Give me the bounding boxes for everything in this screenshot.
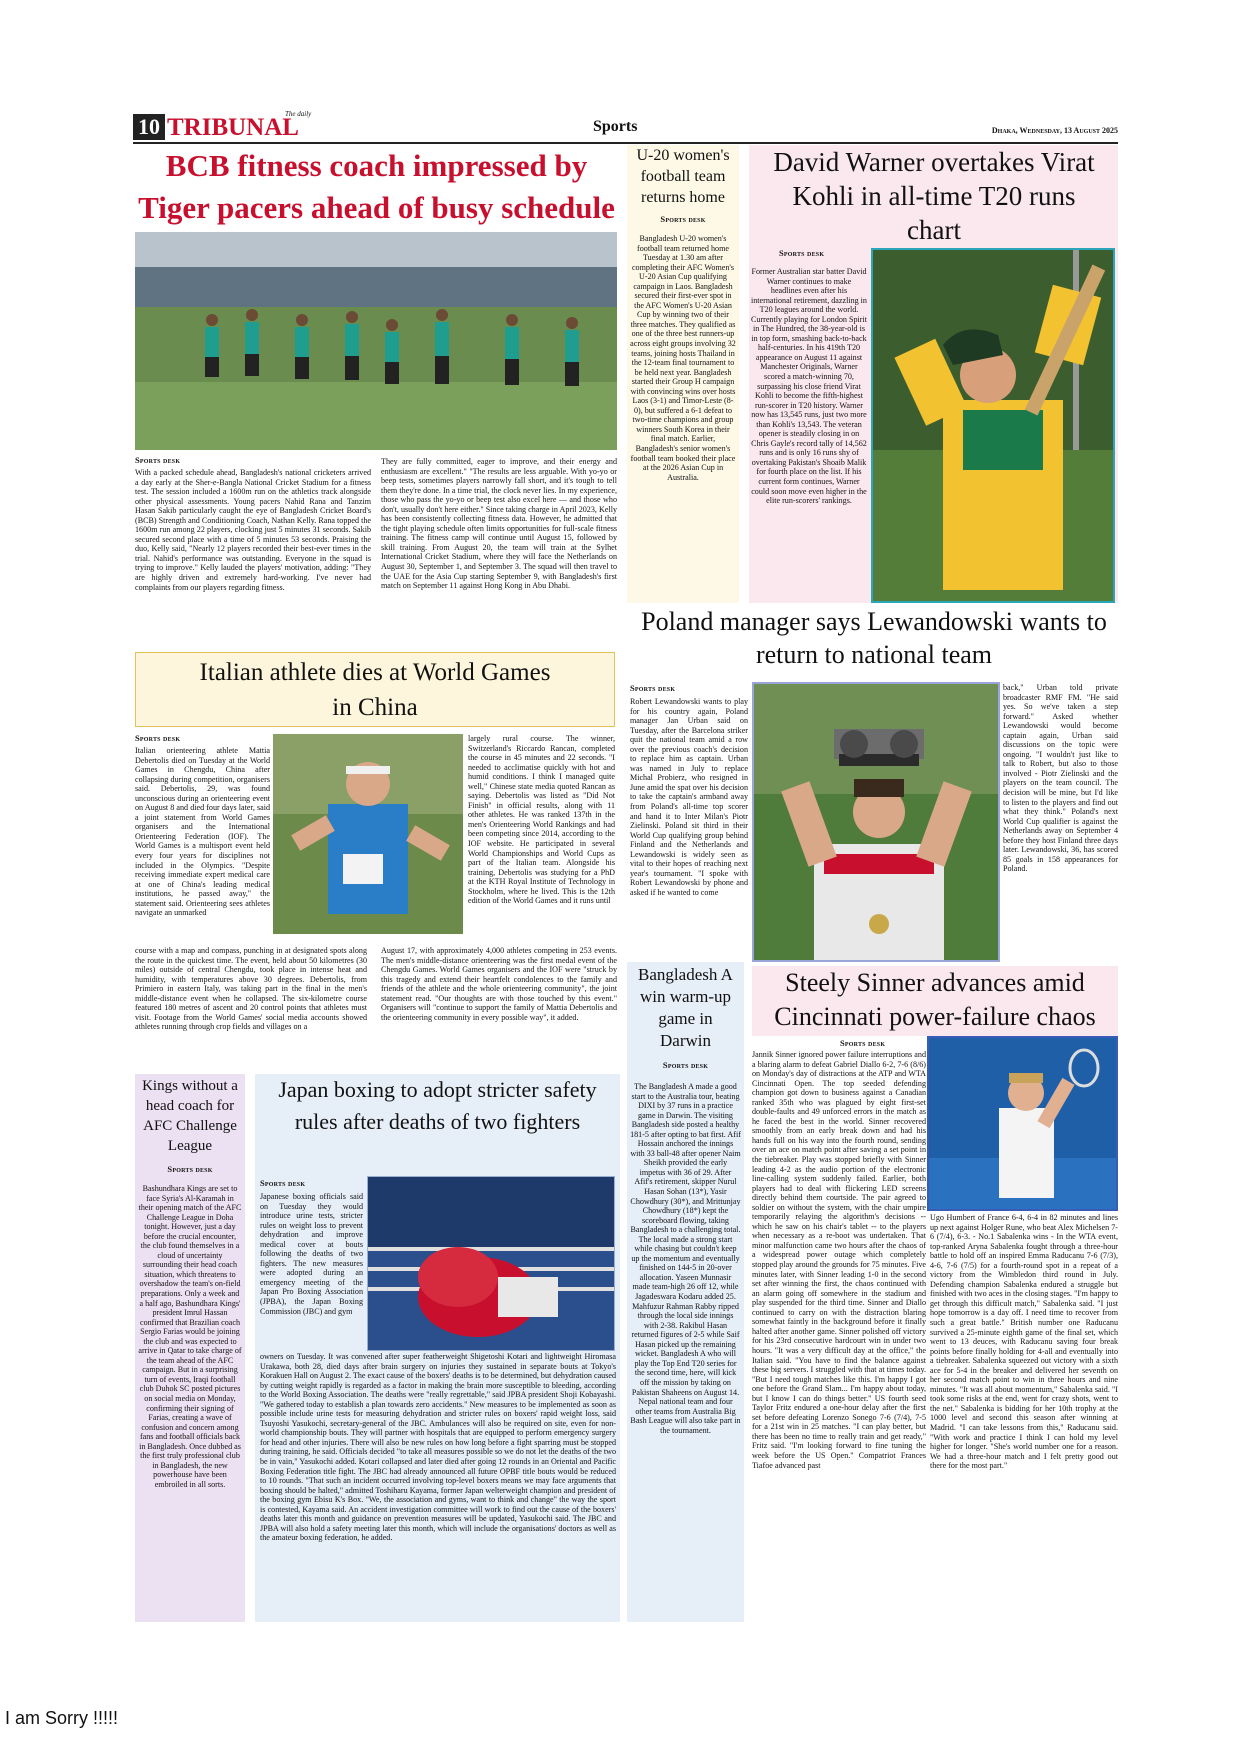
u20-kicker: Sports desk: [660, 214, 706, 224]
bangladesh-a-body: The Bangladesh A made a good start to the Australia tour, beating DIXI by 37 runs in a practice game in Darwin. The visiting Bangladesh side posted a healthy 181-5 after opting to bat first. Afif Hossain anchored the innings with 33 ball-48 after opener Naim Sheikh provided the early impetus with 36 of 29. After Afif's retirement, skipper Nurul Hasan Sohan (13*), Yasir Chowdhury (30*), and Mrittunjay Chowdhury (18*) kept the scoreboard flowing, taking Bangladesh to a challenging total. The local made a strong start while chasing but couldn't keep up the momentum and eventually finished on 144-5 in 20-over allocation. Yaseen Munnasir made team-high 26 off 12, while Jagadeswara Kodaru added 25. Mahfuzur Rahman Rabby ripped through the local side innings with 2-38. Rakibul Hasan returned figures of 2-5 while Saif Hasan picked up the remaining wicket. Bangladesh A who will play the Top End T20 series for the second time, here, will kick off the mission by taking on Pakistan Shaheens on August 14. Nepal national team and four other teams from Australia Big Bash League will also take part in the tournament.: [630, 1082, 741, 1435]
section-name: Sports: [593, 118, 638, 135]
bangladesh-a-kicker: Sports desk: [662, 1060, 709, 1070]
italian-headline-box: [135, 652, 615, 727]
bcb-headline: [133, 145, 620, 230]
footer-note: I am Sorry !!!!!: [5, 1708, 119, 1728]
poland-kicker: Sports desk: [630, 683, 676, 693]
kings-headline: Kings without a head coach for AFC Challenge League: [142, 1078, 238, 1154]
bcb-training-photo: [135, 232, 617, 450]
page-number: 10: [133, 114, 165, 140]
u20-box: [627, 145, 739, 603]
japan-body: owners on Tuesday. It was convened after super featherweight Shigetoshi Kotari and lightweight Hiromasa Urakawa, both 28, died days after brain surgery on injuries they sustained in separate bouts at Tokyo's Korakuen Hall on August 2. The exact cause of the boxers' deaths is to be determined, but dehydration caused by cutting weight rapidly is regarded as a factor in making the brain more susceptible to bleeding, according to the World Boxing Association. The deaths were "really regrettable," said JPBA president Shoji Kobayashi. "We gathered today to establish a plan towards zero accidents." New measures to be implemented as soon as possible include urine tests for measuring dehydration and stricter rules on boxers' rapid weight loss, said Tsuyoshi Yasukochi, secretary-general of the JBC. Ambulances will also be required on site, even for non-world championship bouts. They will partner with hospitals that are equipped to perform emergency surgery for head and other injuries. There will also be new rules on how long before a fight sparring must be stopped during training, he said. Officials decided "to take all measures possible so we do not let the deaths of the two be in vain," Yasukochi added. Kotari collapsed and later died after going 12 rounds in an Oriental and Pacific Boxing Federation title fight. The JBC had already announced all future OPBF title bouts would be reduced to 10 rounds. "That such an incident occurred involving top-level boxers means we may face arguments that boxing should be halted," admitted Toshiharu Kayama, former Japan welterweight champion and president of the boxing gym Ebisu K's Box. "We, the association and gyms, want to think and change" the way the sport is contested, Kayama said. An accident investigation committee will work to find out the cause of the boxers' deaths later this month and guidance on prevention measures will be updated, Yasukochi said. The JBC and JPBA will also hold a safety meeting later this month, which will include the organisations' doctors as well as the amateur boxing federation, he added.: [260, 1352, 616, 1543]
dateline: Dhaka, Wednesday, 13 August 2025: [991, 126, 1118, 135]
warner-photo: [871, 248, 1115, 603]
masthead-rule: [133, 142, 1118, 144]
warner-box: [749, 145, 1118, 603]
italian-body-col-2-continued: August 17, with approximately 4,000 athletes competing in 253 events. The men's middle-distance orienteering was the first medal event of the Chengdu Games. World Games organisers and the IOF were "struck by this tragedy and extend their heartfelt condolences to the family and friends of the athlete and the whole orienteering community", the joint statement read. "Our thoughts are with those touched by this event." Organisers will "continue to support the family of Mattia Debertolis and the orienteering community in every possible way", it added.: [381, 946, 617, 1022]
poland-body-col-2: back," Urban told private broadcaster RMF FM. "He said yes. So we've taken a step forward." Asked whether Lewandowski would become captain again, Urban said discussions on the topic were ongoing. "I wouldn't just like to talk to Robert, but also to those involved - Piotr Zielinski and the players on the team council. The decision will be mine, but I'd like to listen to the players and find out what they think." Poland's next World Cup qualifier is against the Netherlands away on September 4 before they host Finland three days later. Lewandowski, 36, has scored 85 goals in 158 appearances for Poland.: [1003, 683, 1118, 874]
italian-athlete-photo: [273, 734, 463, 934]
poland-body-col-1: Robert Lewandowski wants to play for his country again, Poland manager Jan Urban said on Tuesday, after the Barcelona striker quit the national team amid a row over the previous coach's decision to replace him as captain. Urban was named in July to replace Michal Probierz, who resigned in June amid the spat over his decision to take the captain's armband away from Poland's all-time top scorer and hand it to Inter Milan's Piotr Zielinski. Poland sit third in their World Cup qualifying group behind Finland and the Netherlands and Lewandowski is widely seen as vital to their hopes of reaching next year's tournament. "I spoke with Robert Lewandowski by phone and asked if he wanted to come: [630, 697, 748, 897]
sinner-body-col-2: Ugo Humbert of France 6-4, 6-4 in 82 minutes and lines up next against Holger Rune, who beat Alex Michelsen 7-6 (7/4), 6-3. - No.1 Sabalenka wins - In the WTA event, top-ranked Aryna Sabalenka fought through a three-hour battle to hold off an inspired Emma Raducanu 7-6 (7/3), 4-6, 7-6 (7/5) for a fourth-round spot in a repeat of a victory from the Wimbledon third round in July. Defending champion Sabalenka endured a struggle but finished with two aces in the closing stages. "I'm happy to get through this difficult match," Sabalenka said. "I just hope tomorrow is a day off. I need time to recover from such a great battle." British number one Raducanu survived a 25-minute eighth game of the final set, which went to 13 deuces, with Raducanu saving four break points before finally holding for 4-all and eventually into a tiebreaker. Sabalenka squeezed out victory with a sixth ace for 5-4 in the breaker and delivered her seventh on her second match point to win in three hours and nine minutes. "It was all about momentum," Sabalenka said. "I took some risks at the end, went for crazy shots, went to the net." Sabalenka is bidding for her 10th trophy at the 1000 level and second this season after winning at Madrid. "I can take lessons from this," Raducanu said. "With work and practice I think I can hold my level higher for longer. "She's world number one for a reason. We had a three-hour match and I felt pretty good out there for the most part.": [930, 1213, 1118, 1471]
sinner-headline: Steely Sinner advances amid Cincinnati power-failure chaos: [774, 968, 1096, 1031]
bangladesh-a-headline: Bangladesh A win warm-up game in Darwin: [638, 965, 733, 1050]
sinner-kicker: Sports desk: [840, 1038, 886, 1048]
bcb-kicker: Sports desk: [135, 455, 181, 465]
logo: [167, 112, 337, 142]
japan-box: [255, 1074, 620, 1622]
bcb-body-col-1: With a packed schedule ahead, Bangladesh's national cricketers arrived a day early at the Sher-e-Bangla National Cricket Stadium for a fitness test. The session included a 1600m run on the athletics track alongside other physical assessments. Young pacers Nahid Rana and Tanzim Hasan Sakib particularly caught the eye of Bangladesh Cricket Board's (BCB) Strength and Conditioning Coach, Nathan Kelly. Rana topped the 1600m run among 22 players, clocking just 5 minutes 31 seconds. Sakib secured second place with a time of 5 minutes 53 seconds. Praising the duo, Kelly said, "Nearly 12 players recorded their best-ever times in the trial. Nahid's performance was outstanding. Everyone in the squad is trying to improve." Kelly lauded the players' motivation, adding: "They are highly driven and extremely hard-working. I've never had complaints from our players regarding fitness.: [135, 468, 371, 592]
lewandowski-trophy-image: [754, 684, 998, 960]
cricketer-celebrating-image: [873, 250, 1113, 601]
japan-boxing-photo: [367, 1176, 615, 1351]
boxing-gloves-image: [368, 1177, 614, 1350]
poland-photo: [752, 682, 1000, 962]
italian-body-col-1: Italian orienteering athlete Mattia Debertolis died on Tuesday at the World Games in Chengdu, China after collapsing during competition, organisers said. Debertolis, 29, was found unconscious during an orienteering event on August 8 and died four days later, said a joint statement from World Games organisers and the International Orienteering Federation (IOF). The World Games is a multisport event held every four years for disciplines not included in the Olympics. "Despite receiving immediate expert medical care at one of China's leading medical institutions, he passed away," the statement said. Orienteering sees athletes navigate an unmarked: [135, 746, 270, 918]
sinner-body-col-1: Jannik Sinner ignored power failure interruptions and a blaring alarm to defeat Gabriel Diallo 6-2, 7-6 (8/6) on Monday's day of distractions at the ATP and WTA Cincinnati Open. The top seeded defending champion got down to business against a Canadian ranked 35th who was plagued by eight first-set double-faults and 49 unforced errors in the match as he faced the best in the world. Sinner recovered smoothly from an early break down and had his hands full on his way into the fourth round, sending over an ace on match point after saving a set point in the tiebreaker. Play was stopped briefly with Sinner leading 4-2 as the audio portion of the electronic line-calling system suddenly failed. Earlier, both players had to deal with flickering LED screens directly behind them courtside. The pair agreed to soldier on without the system, with the chair umpire temporarily relaying the algorithm's decisions -- which he saw on his chair's tablet -- to the players when necessary as a re-boot was undertaken. That minor malfunction came two hours after the chaos of a widespread power outage which completely stopped play around the grounds for 75 minutes. Five minutes later, with Sinner leading 1-0 in the second set after winning the first, the chaos continued with an alarm going off somewhere in the stadium and play suspended for the third time. Sinner and Diallo continued to carry on with the distraction blaring somewhat faintly in the background before it finally halted after another game. Sinner polished off victory for his 23rd consecutive hardcourt win in under two hours. "It was a very difficult day at the office," the Italian said. "You have to find the balance against these big servers. I struggled with that at times today. "But I need tough matches like this. I'm happy I got one before the Grand Slam... I'm happy about today, but I know I can do things better." US fourth seed Taylor Fritz endured a one-hour delay after the first set before defeating Lorenzo Sonego 7-6 (7/4), 7-5 for a 21st win in 25 matches. "I can play better, but there has been no time to really train and get ready," Fritz said. "I'm looking forward to fine tuning the week before the US Open." Compatriot Frances Tiafoe advanced past: [752, 1050, 926, 1470]
u20-body: Bangladesh U-20 women's football team returned home Tuesday at 1.30 am after completing their AFC Women's U-20 Asian Cup qualifying campaign in Laos. Bangladesh secured their first-ever spot in the AFC Women's U-20 Asian Cup by winning two of their three matches. They qualified as one of the three best runners-up across eight groups involving 32 teams, joining hosts Thailand in the 12-team final tournament to be held next year. Bangladesh started their Group H campaign with convincing wins over hosts Laos (3-1) and Timor-Leste (8-0), but suffered a 6-1 defeat to two-time champions and group winners South Korea in their final match. Earlier, Bangladesh's senior women's football team booked their place at the 2026 Asian Cup in Australia.: [630, 234, 736, 482]
kings-body: Bashundhara Kings are set to face Syria's Al-Karamah in their opening match of the AFC Challenge League in Doha tonight. However, just a day before the crucial encounter, the club found themselves in a cloud of uncertainty surrounding their head coach situation, which threatens to overshadow the team's on-field preparations. Only a week and a half ago, Bashundhara Kings' president Imrul Hassan confirmed that Brazilian coach Sergio Farias would be joining the club and was expected to arrive in Qatar to take charge of the team ahead of the AFC campaign. But in a surprising turn of events, Iraqi football club Duhok SC posted pictures on social media on Monday, confirming their signing of Farias, creating a wave of confusion and concern among fans and football officials back in Bangladesh. Once dubbed as the first truly professional club in Bangladesh, the new powerhouse have been embroiled in all sorts.: [138, 1184, 242, 1489]
kings-box: [135, 1074, 245, 1622]
italian-body-col-1-continued: course with a map and compass, punching in at designated spots along the route in the quickest time. The event, held about 50 kilometres (30 miles) outside of central Chengdu, took place in intense heat and humidity, with temperatures above 30 degrees. Debertolis, from Primiero in eastern Italy, was taking part in the final in the men's middle-distance event when he collapsed. The six-kilometre course featured 180 metres of ascent and 20 control points that athletes must visit. Footage from the World Games' social media accounts showed athletes running through crop fields and villages on a: [135, 946, 367, 1032]
bcb-body-col-2: They are fully committed, eager to improve, and their energy and enthusiasm are excellent." "The results are less arguable. With yo-yo or beep tests, sometimes players narrowly fall short, and it's tough to tell them they're done. In a time trial, the clock never lies. In my experience, those who pass the yo-yo or beep test also excel here — and those who don't, usually don't here either." Since taking charge in April 2023, Kelly has been consistently collecting fitness data. However, he admitted that the tight playing schedule often limits opportunities for full-scale fitness training. The fitness camp will continue until August 15, followed by skill training. From August 20, the team will train at the Sylhet International Cricket Stadium, where they will face the Netherlands on August 30, September 1, and September 3. The squad will then travel to the UAE for the Asia Cup starting September 9, with Bangladesh's first match on September 11 against Hong Kong in Abu Dhabi.: [381, 457, 617, 591]
italian-body-col-2: largely rural course. The winner, Switzerland's Riccardo Rancan, completed the course in 45 minutes and 22 seconds. "I needed to acclimatise quickly with hot and humid conditions. I think I managed quite well," Chinese state media quoted Rancan as saying. Debertolis was listed as "Did Not Finish" in official results, along with 11 other athletes. He was ranked 137th in the men's Orienteering World Rankings and had been competing since 2014, according to the IOF website. He participated in several World Championships and World Cups as part of the Italian team. Alongside his training, Debertolis was studying for a PhD at the KTH Royal Institute of Technology in Stockholm, where he lived. This is the 12th edition of the World Games and it runs until: [468, 734, 615, 906]
cricketers-running-image: [135, 232, 617, 450]
sinner-photo: [927, 1036, 1118, 1211]
italian-kicker: Sports desk: [135, 733, 181, 743]
u20-headline: U-20 women's football team returns home: [636, 147, 730, 206]
bangladesh-a-box: [627, 962, 744, 1622]
orienteering-runner-image: [273, 734, 463, 934]
sinner-headline-box: [752, 966, 1118, 1036]
kings-kicker: Sports desk: [167, 1164, 213, 1174]
bcb-headline-line-1: BCB fitness coach impressed by: [165, 148, 588, 183]
warner-headline: David Warner overtakes Virat Kohli in all-time T20 runs chart: [773, 147, 1095, 245]
japan-headline: Japan boxing to adopt stricter safety rules after deaths of two fighters: [278, 1077, 597, 1134]
masthead: [133, 112, 1118, 142]
logo-text: TRIBUNAL: [167, 114, 299, 141]
japan-kicker: Sports desk: [260, 1178, 306, 1188]
warner-body: Former Australian star batter David Warner continues to make headlines even after his international retirement, dazzling in T20 leagues around the world. Currently playing for London Spirit in The Hundred, the 38-year-old is in top form, smashing back-to-back half-centuries. In his 419th T20 appearance on August 11 against Manchester Originals, Warner scored a match-winning 70, surpassing his close friend Virat Kohli to become the fifth-highest run-scorer in T20 history. Warner now has 13,545 runs, just two more than Kohli's 13,543. The veteran opener is steadily closing in on Chris Gayle's record tally of 14,562 runs and is only 16 runs shy of overtaking Pakistan's Shoaib Malik for fourth place on the list. If his current form continues, Warner could soon move even higher in the elite run-scorers' rankings.: [751, 267, 867, 506]
italian-headline: Italian athlete dies at World Games in China: [199, 659, 551, 721]
poland-headline: Poland manager says Lewandowski wants to return to national team: [641, 607, 1107, 669]
warner-kicker: Sports desk: [779, 248, 825, 258]
logo-small-text: The daily: [285, 110, 312, 118]
japan-body-col-1: Japanese boxing officials said on Tuesday they would introduce urine tests, stricter rules on weight loss to prevent dehydration and improve medical cover at bouts following the deaths of two fighters. The new measures were adopted during an emergency meeting of the Japan Pro Boxing Association (JPBA), the Japan Boxing Commission (JBC) and gym: [260, 1192, 363, 1316]
bcb-headline-line-2: Tiger pacers ahead of busy schedule: [138, 190, 615, 225]
tennis-player-image: [929, 1038, 1116, 1209]
